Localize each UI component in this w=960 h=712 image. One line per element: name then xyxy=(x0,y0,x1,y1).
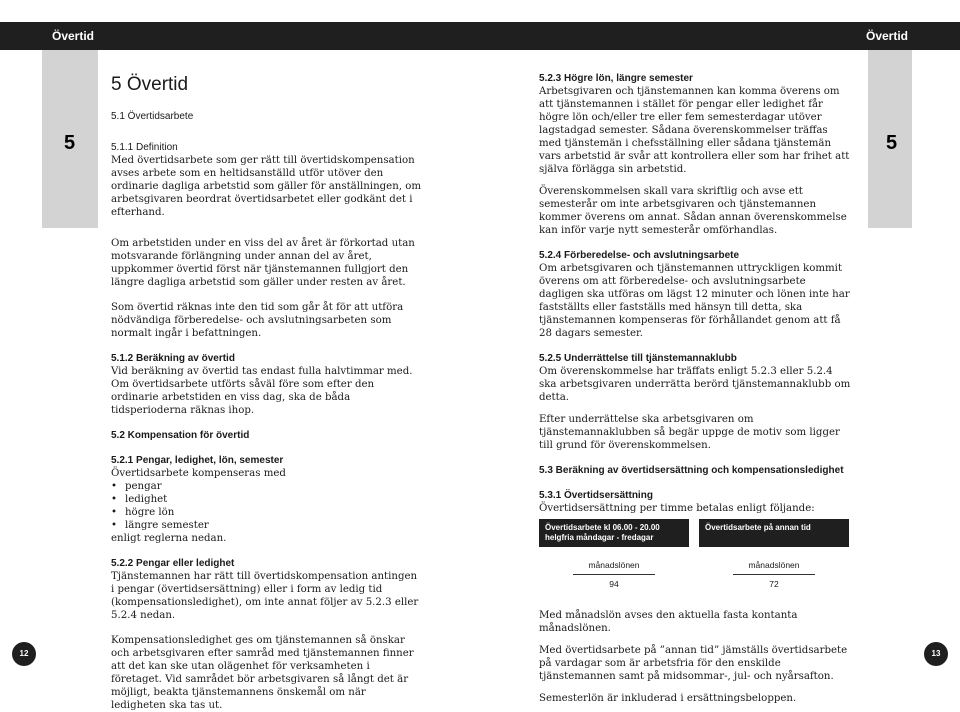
paragraph: Vid beräkning av övertid tas endast fulla halvtimmar med. Om övertidsarbete utförts såväl före som efter den ordinarie arbetstiden en viss dag, ska de båda tidsperioderna räknas ihop. xyxy=(111,366,413,416)
running-header-left: Övertid xyxy=(0,22,480,50)
subsection-heading: 5.2.3 Högre lön, längre semester xyxy=(539,73,693,84)
bullet-list xyxy=(111,480,423,532)
paragraph: Med månadslön avses den aktuella fasta kontanta månadslönen. xyxy=(539,610,798,634)
paragraph: Tjänstemannen har rätt till övertidskompensation antingen i pengar (övertidsersättning) eller i form av ledig tid (kompensationsledighet), om inte annat följer av 5.2.3 eller 5.2.4 nedan. xyxy=(111,571,419,621)
rate-header: Övertidsarbete kl 06.00 - 20.00 helgfria måndagar - fredagar xyxy=(539,519,689,547)
subsection-heading: 5.2.2 Pengar eller ledighet xyxy=(111,558,235,569)
subsection-heading: 5.1.2 Beräkning av övertid xyxy=(111,353,235,364)
paragraph: Överenskommelsen skall vara skriftlig och avse ett semesterår om inte arbetsgivaren och tjänstemannen kommer överens om annat. Sådan annan överenskommelse kan inför varje nytt semesterår omförhandlas. xyxy=(539,186,847,236)
left-page-column xyxy=(111,72,423,712)
chapter-title: 5 Övertid xyxy=(111,74,189,95)
paragraph: Övertidsarbete kompenseras med xyxy=(111,468,286,479)
list-item: • ledighet xyxy=(125,493,423,506)
rate-table xyxy=(539,519,851,591)
subsection-heading: 5.2.5 Underrättelse till tjänstemannaklubb xyxy=(539,353,737,364)
paragraph: Med övertidsarbete på ”annan tid” jämställs övertidsarbete på vardagar som är arbetsfria för den enskilde tjänstemannen samt på midsommar-, jul- och nyårsafton. xyxy=(539,645,848,682)
subsection-heading: 5.2.4 Förberedelse- och avslutningsarbete xyxy=(539,250,740,261)
rate-cell-other xyxy=(699,519,849,591)
running-header-right: Övertid xyxy=(480,22,960,50)
paragraph: Om överenskommelse har träffats enligt 5.2.3 eller 5.2.4 ska arbetsgivaren underrätta berörd tjänstemannaklubb om detta. xyxy=(539,366,851,403)
paragraph: Om arbetstiden under en viss del av året är förkortad utan motsvarande förlängning under annan del av året, uppkommer övertid först när tjänstemannen fullgjort den längre dagliga arbetstid som gäller under resten av året. xyxy=(111,238,415,288)
paragraph: enligt reglerna nedan. xyxy=(111,533,227,544)
paragraph: Efter underrättelse ska arbetsgivaren om tjänstemannaklubben så begär uppge de motiv som ligger till grund för överenskommelsen. xyxy=(539,414,840,451)
list-item: • längre semester xyxy=(125,519,423,532)
paragraph: Arbetsgivaren och tjänstemannen kan komma överens om att tjänstemannen i stället för pengar eller ledighet får högre lön och/eller tre eller fem semesterdagar utöver lagstadgad semester. Sådana överenskommelser träffas med tjänstemän i chefsställning eller sådana tjänstemän vars arbetstid är svår att kontrollera eller som har frihet att själva förlägga sin arbetstid. xyxy=(539,86,850,175)
list-item: • högre lön xyxy=(125,506,423,519)
paragraph: Som övertid räknas inte den tid som går åt för att utföra nödvändiga förberedelse- och avslutningsarbeten som normalt ingår i befattningen. xyxy=(111,302,404,339)
paragraph: Med övertidsarbete som ger rätt till övertidskompensation avses arbete som en heltidsanställd utför utöver den ordinarie dagliga arbetstid som gäller för anställningen, om arbetsgivaren beordrat övertidsarbetet eller godkänt det i efterhand. xyxy=(111,155,422,218)
section-heading: 5.2 Kompensation för övertid xyxy=(111,430,250,441)
chapter-number-right: 5 xyxy=(886,132,898,154)
section-heading: 5.1 Övertidsarbete xyxy=(111,111,194,122)
right-page-column xyxy=(539,72,851,705)
formula-denominator: 72 xyxy=(769,579,779,589)
formula-denominator: 94 xyxy=(609,579,619,589)
subsection-heading: 5.1.1 Definition xyxy=(111,142,178,153)
subsection-heading: 5.2.1 Pengar, ledighet, lön, semester xyxy=(111,455,284,466)
rate-formula xyxy=(539,559,689,591)
paragraph: Om arbetsgivaren och tjänstemannen uttryckligen kommit överens om att förberedelse- och avslutningsarbete dagligen ska utföras om lägst 12 minuter och lönen inte har fastställts eller fastställs med hänsyn till detta, ska tjänstemannen kompenseras för förhållandet genom att få 28 dagars semester. xyxy=(539,263,850,339)
rate-header: Övertidsarbete på annan tid xyxy=(699,519,849,547)
chapter-number-left: 5 xyxy=(64,132,76,154)
subsection-heading: 5.3.1 Övertidsersättning xyxy=(539,490,653,501)
rate-cell-daytime xyxy=(539,519,689,591)
paragraph: Semesterlön är inkluderad i ersättningsbeloppen. xyxy=(539,693,797,704)
formula-numerator: månadslönen xyxy=(733,559,815,575)
paragraph: Kompensationsledighet ges om tjänstemannen så önskar och arbetsgivaren efter samråd med tjänstemannen finner att det kan ske utan olägenhet för verksamheten i företaget. Vid samrådet bör arbetsgivaren så långt det är möjligt, beakta tjänstemannens önskemål om när ledigheten ska tas ut. xyxy=(111,635,414,711)
page-number-left: 12 xyxy=(12,642,36,666)
list-item: • pengar xyxy=(125,480,423,493)
rate-formula xyxy=(699,559,849,591)
formula-numerator: månadslönen xyxy=(573,559,655,575)
page-number-right: 13 xyxy=(924,642,948,666)
paragraph: Övertidsersättning per timme betalas enligt följande: xyxy=(539,503,815,514)
section-heading: 5.3 Beräkning av övertidsersättning och kompensationsledighet xyxy=(539,465,844,476)
